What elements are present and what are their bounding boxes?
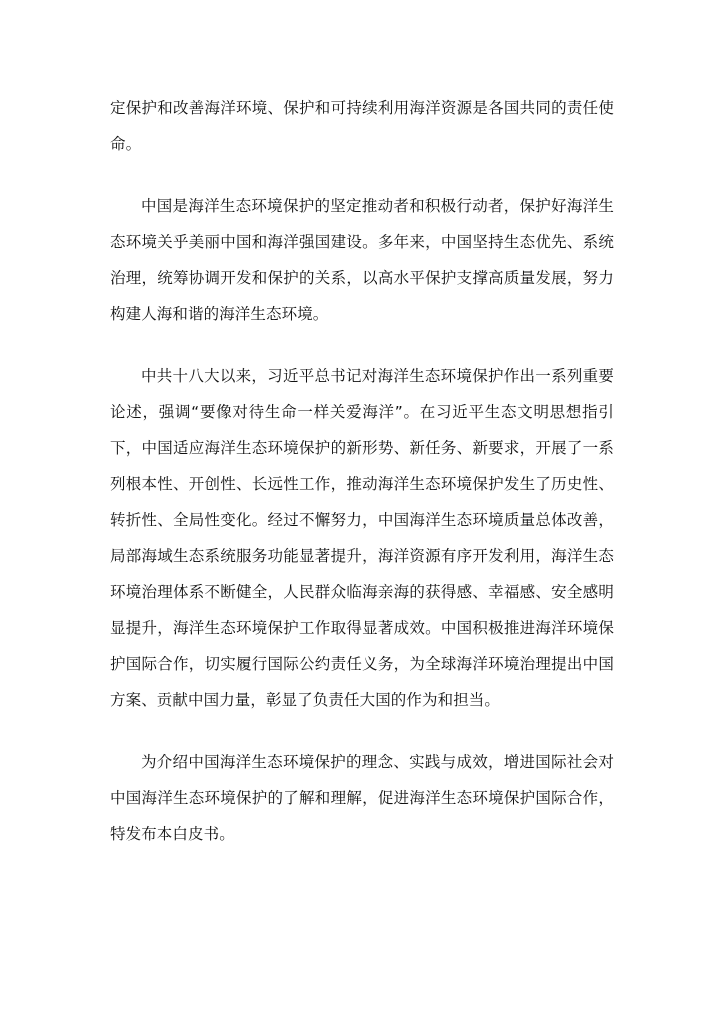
paragraph-china-role: 中国是海洋生态环境保护的坚定推动者和积极行动者，保护好海洋生态环境关乎美丽中国和海洋强国建设。多年来，中国坚持生态优先、系统治理，统筹协调开发和保护的关系，以高水平保护支撑高质量发展，努力构建人海和谐的海洋生态环境。 [110,197,614,323]
paragraph-white-paper-purpose: 为介绍中国海洋生态环境保护的理念、实践与成效，增进国际社会对中国海洋生态环境保护的了解和理解，促进海洋生态环境保护国际合作，特发布本白皮书。 [110,753,614,843]
paragraph-continuation: 定保护和改善海洋环境、保护和可持续利用海洋资源是各国共同的责任使命。 [110,99,614,153]
paragraph-since-18th-congress: 中共十八大以来，习近平总书记对海洋生态环境保护作出一系列重要论述，强调“要像对待生命一样关爱海洋”。在习近平生态文明思想指引下，中国适应海洋生态环境保护的新形势、新任务、新要求，开展了一系列根本性、开创性、长远性工作，推动海洋生态环境保护发生了历史性、转折性、全局性变化。经过不懈努力，中国海洋生态环境质量总体改善，局部海域生态系统服务功能显著提升，海洋资源有序开发利用，海洋生态环境治理体系不断健全，人民群众临海亲海的获得感、幸福感、安全感明显提升，海洋生态环境保护工作取得显著成效。中国积极推进海洋环境保护国际合作，切实履行国际公约责任义务，为全球海洋环境治理提出中国方案、贡献中国力量，彰显了负责任大国的作为和担当。 [110,367,614,709]
